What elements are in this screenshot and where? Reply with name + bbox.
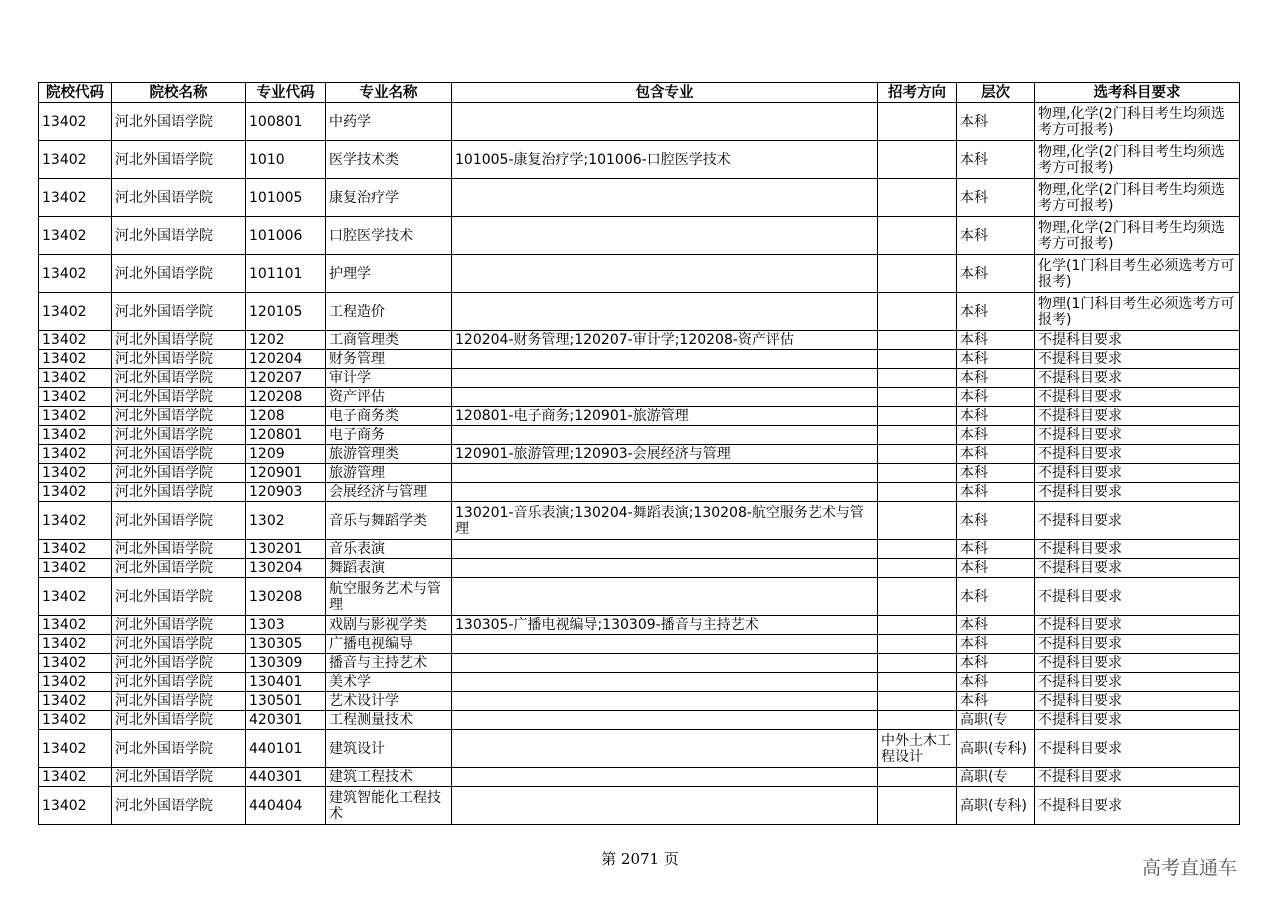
cell-direction <box>878 692 957 711</box>
table-row <box>39 787 1240 825</box>
cell-major-code: 120105 <box>246 293 326 331</box>
cell-school-code: 13402 <box>39 331 112 350</box>
table-row <box>39 464 1240 483</box>
cell-major-code: 100801 <box>246 103 326 141</box>
cell-included-majors <box>452 426 878 445</box>
cell-direction <box>878 654 957 673</box>
cell-requirement: 不提科目要求 <box>1035 787 1240 825</box>
cell-included-majors <box>452 673 878 692</box>
cell-level: 高职(专 <box>957 711 1035 730</box>
cell-included-majors <box>452 293 878 331</box>
cell-school-code: 13402 <box>39 369 112 388</box>
cell-level: 本科 <box>957 255 1035 293</box>
cell-included-majors <box>452 179 878 217</box>
table-row <box>39 578 1240 616</box>
cell-major-code: 101005 <box>246 179 326 217</box>
cell-major-name: 中药学 <box>326 103 452 141</box>
cell-direction <box>878 255 957 293</box>
cell-level: 本科 <box>957 293 1035 331</box>
cell-major-code: 1202 <box>246 331 326 350</box>
cell-school-code: 13402 <box>39 635 112 654</box>
cell-major-name: 旅游管理类 <box>326 445 452 464</box>
col-direction: 招考方向 <box>878 83 957 103</box>
cell-major-code: 120901 <box>246 464 326 483</box>
cell-school-code: 13402 <box>39 350 112 369</box>
cell-included-majors <box>452 711 878 730</box>
cell-school-code: 13402 <box>39 502 112 540</box>
cell-requirement: 不提科目要求 <box>1035 426 1240 445</box>
cell-school-code: 13402 <box>39 711 112 730</box>
cell-major-name: 财务管理 <box>326 350 452 369</box>
cell-school-name: 河北外国语学院 <box>112 578 246 616</box>
table-row <box>39 654 1240 673</box>
cell-major-name: 电子商务 <box>326 426 452 445</box>
cell-major-code: 101101 <box>246 255 326 293</box>
cell-level: 高职(专科) <box>957 730 1035 768</box>
cell-requirement: 不提科目要求 <box>1035 540 1240 559</box>
cell-direction <box>878 464 957 483</box>
header-row <box>39 83 1240 103</box>
cell-school-name: 河北外国语学院 <box>112 445 246 464</box>
cell-included-majors: 120204-财务管理;120207-审计学;120208-资产评估 <box>452 331 878 350</box>
cell-level: 本科 <box>957 502 1035 540</box>
cell-major-name: 美术学 <box>326 673 452 692</box>
cell-school-code: 13402 <box>39 407 112 426</box>
cell-school-code: 13402 <box>39 445 112 464</box>
cell-school-name: 河北外国语学院 <box>112 369 246 388</box>
col-major-code: 专业代码 <box>246 83 326 103</box>
cell-included-majors <box>452 540 878 559</box>
table-row <box>39 502 1240 540</box>
cell-included-majors <box>452 350 878 369</box>
cell-major-name: 建筑智能化工程技术 <box>326 787 452 825</box>
cell-included-majors <box>452 255 878 293</box>
cell-major-name: 艺术设计学 <box>326 692 452 711</box>
cell-school-code: 13402 <box>39 540 112 559</box>
cell-level: 本科 <box>957 217 1035 255</box>
cell-school-name: 河北外国语学院 <box>112 730 246 768</box>
cell-major-code: 120903 <box>246 483 326 502</box>
col-school-code: 院校代码 <box>39 83 112 103</box>
cell-school-name: 河北外国语学院 <box>112 711 246 730</box>
table-row <box>39 559 1240 578</box>
cell-direction <box>878 616 957 635</box>
cell-included-majors <box>452 464 878 483</box>
cell-school-code: 13402 <box>39 103 112 141</box>
cell-school-code: 13402 <box>39 654 112 673</box>
cell-major-name: 播音与主持艺术 <box>326 654 452 673</box>
table-row <box>39 350 1240 369</box>
cell-level: 本科 <box>957 407 1035 426</box>
cell-school-code: 13402 <box>39 692 112 711</box>
cell-school-name: 河北外国语学院 <box>112 464 246 483</box>
cell-requirement: 不提科目要求 <box>1035 578 1240 616</box>
table-row <box>39 255 1240 293</box>
cell-school-code: 13402 <box>39 388 112 407</box>
cell-major-name: 广播电视编导 <box>326 635 452 654</box>
cell-major-code: 130305 <box>246 635 326 654</box>
cell-level: 本科 <box>957 369 1035 388</box>
table-row <box>39 217 1240 255</box>
cell-school-name: 河北外国语学院 <box>112 787 246 825</box>
cell-requirement: 物理,化学(2门科目考生均须选考方可报考) <box>1035 141 1240 179</box>
cell-included-majors: 120901-旅游管理;120903-会展经济与管理 <box>452 445 878 464</box>
cell-school-code: 13402 <box>39 559 112 578</box>
cell-included-majors <box>452 217 878 255</box>
cell-level: 本科 <box>957 445 1035 464</box>
cell-included-majors: 101005-康复治疗学;101006-口腔医学技术 <box>452 141 878 179</box>
cell-direction <box>878 559 957 578</box>
cell-major-code: 130208 <box>246 578 326 616</box>
cell-level: 本科 <box>957 388 1035 407</box>
cell-school-name: 河北外国语学院 <box>112 540 246 559</box>
cell-level: 本科 <box>957 426 1035 445</box>
cell-major-code: 440101 <box>246 730 326 768</box>
cell-included-majors: 130201-音乐表演;130204-舞蹈表演;130208-航空服务艺术与管理 <box>452 502 878 540</box>
cell-included-majors <box>452 103 878 141</box>
cell-requirement: 不提科目要求 <box>1035 407 1240 426</box>
cell-requirement: 不提科目要求 <box>1035 502 1240 540</box>
cell-major-code: 130201 <box>246 540 326 559</box>
cell-school-code: 13402 <box>39 578 112 616</box>
cell-included-majors <box>452 654 878 673</box>
table-row <box>39 141 1240 179</box>
cell-requirement: 不提科目要求 <box>1035 445 1240 464</box>
cell-major-code: 120207 <box>246 369 326 388</box>
cell-level: 本科 <box>957 635 1035 654</box>
cell-school-name: 河北外国语学院 <box>112 692 246 711</box>
cell-direction <box>878 540 957 559</box>
col-major-name: 专业名称 <box>326 83 452 103</box>
cell-major-name: 口腔医学技术 <box>326 217 452 255</box>
cell-direction: 中外土木工程设计 <box>878 730 957 768</box>
cell-major-code: 440301 <box>246 768 326 787</box>
cell-included-majors <box>452 369 878 388</box>
cell-major-name: 音乐与舞蹈学类 <box>326 502 452 540</box>
cell-school-code: 13402 <box>39 464 112 483</box>
table-row <box>39 103 1240 141</box>
table-row <box>39 388 1240 407</box>
cell-major-name: 舞蹈表演 <box>326 559 452 578</box>
col-requirement: 选考科目要求 <box>1035 83 1240 103</box>
page-number: 第 2071 页 <box>601 850 679 868</box>
cell-major-code: 420301 <box>246 711 326 730</box>
cell-major-name: 戏剧与影视学类 <box>326 616 452 635</box>
cell-school-name: 河北外国语学院 <box>112 331 246 350</box>
cell-level: 本科 <box>957 616 1035 635</box>
cell-major-code: 1303 <box>246 616 326 635</box>
cell-major-code: 120208 <box>246 388 326 407</box>
cell-major-name: 医学技术类 <box>326 141 452 179</box>
cell-major-code: 1208 <box>246 407 326 426</box>
cell-requirement: 不提科目要求 <box>1035 559 1240 578</box>
table-row <box>39 331 1240 350</box>
cell-major-name: 电子商务类 <box>326 407 452 426</box>
cell-direction <box>878 350 957 369</box>
cell-direction <box>878 673 957 692</box>
table-row <box>39 673 1240 692</box>
cell-level: 本科 <box>957 483 1035 502</box>
cell-direction <box>878 407 957 426</box>
cell-level: 高职(专 <box>957 768 1035 787</box>
cell-school-name: 河北外国语学院 <box>112 179 246 217</box>
cell-school-name: 河北外国语学院 <box>112 217 246 255</box>
cell-level: 本科 <box>957 103 1035 141</box>
cell-direction <box>878 331 957 350</box>
cell-requirement: 不提科目要求 <box>1035 464 1240 483</box>
cell-level: 本科 <box>957 331 1035 350</box>
watermark: 高考直通车 <box>1142 857 1238 879</box>
table-row <box>39 768 1240 787</box>
cell-school-name: 河北外国语学院 <box>112 616 246 635</box>
cell-major-code: 120801 <box>246 426 326 445</box>
cell-direction <box>878 426 957 445</box>
table-row <box>39 483 1240 502</box>
cell-major-code: 130401 <box>246 673 326 692</box>
cell-school-code: 13402 <box>39 255 112 293</box>
table-row <box>39 426 1240 445</box>
cell-major-name: 审计学 <box>326 369 452 388</box>
cell-included-majors: 120801-电子商务;120901-旅游管理 <box>452 407 878 426</box>
cell-major-name: 康复治疗学 <box>326 179 452 217</box>
cell-included-majors <box>452 692 878 711</box>
cell-requirement: 不提科目要求 <box>1035 654 1240 673</box>
cell-included-majors: 130305-广播电视编导;130309-播音与主持艺术 <box>452 616 878 635</box>
cell-direction <box>878 217 957 255</box>
cell-requirement: 不提科目要求 <box>1035 369 1240 388</box>
cell-major-name: 音乐表演 <box>326 540 452 559</box>
cell-included-majors <box>452 559 878 578</box>
cell-requirement: 不提科目要求 <box>1035 331 1240 350</box>
cell-requirement: 不提科目要求 <box>1035 388 1240 407</box>
cell-school-code: 13402 <box>39 426 112 445</box>
table-row <box>39 445 1240 464</box>
cell-requirement: 不提科目要求 <box>1035 673 1240 692</box>
cell-included-majors <box>452 635 878 654</box>
cell-level: 本科 <box>957 559 1035 578</box>
cell-included-majors <box>452 730 878 768</box>
cell-school-code: 13402 <box>39 616 112 635</box>
cell-school-code: 13402 <box>39 141 112 179</box>
cell-level: 本科 <box>957 578 1035 616</box>
cell-direction <box>878 369 957 388</box>
cell-school-code: 13402 <box>39 293 112 331</box>
cell-major-code: 1010 <box>246 141 326 179</box>
cell-major-name: 工程造价 <box>326 293 452 331</box>
cell-major-name: 建筑工程技术 <box>326 768 452 787</box>
cell-requirement: 物理,化学(2门科目考生均须选考方可报考) <box>1035 179 1240 217</box>
table-row <box>39 692 1240 711</box>
cell-level: 本科 <box>957 692 1035 711</box>
cell-school-name: 河北外国语学院 <box>112 141 246 179</box>
cell-requirement: 不提科目要求 <box>1035 711 1240 730</box>
cell-level: 本科 <box>957 464 1035 483</box>
table-row <box>39 635 1240 654</box>
cell-level: 本科 <box>957 179 1035 217</box>
cell-school-name: 河北外国语学院 <box>112 103 246 141</box>
table-row <box>39 407 1240 426</box>
cell-school-name: 河北外国语学院 <box>112 502 246 540</box>
cell-requirement: 物理(1门科目考生必须选考方可报考) <box>1035 293 1240 331</box>
cell-school-code: 13402 <box>39 179 112 217</box>
admission-table <box>38 82 1240 825</box>
table-row <box>39 540 1240 559</box>
col-level: 层次 <box>957 83 1035 103</box>
cell-school-name: 河北外国语学院 <box>112 426 246 445</box>
cell-direction <box>878 768 957 787</box>
cell-school-name: 河北外国语学院 <box>112 407 246 426</box>
cell-major-name: 航空服务艺术与管理 <box>326 578 452 616</box>
cell-included-majors <box>452 483 878 502</box>
cell-school-code: 13402 <box>39 730 112 768</box>
cell-school-name: 河北外国语学院 <box>112 635 246 654</box>
cell-major-name: 旅游管理 <box>326 464 452 483</box>
cell-direction <box>878 103 957 141</box>
cell-direction <box>878 179 957 217</box>
cell-included-majors <box>452 578 878 616</box>
cell-requirement: 不提科目要求 <box>1035 616 1240 635</box>
cell-direction <box>878 445 957 464</box>
cell-major-code: 1302 <box>246 502 326 540</box>
cell-major-code: 130204 <box>246 559 326 578</box>
cell-requirement: 化学(1门科目考生必须选考方可报考) <box>1035 255 1240 293</box>
cell-school-code: 13402 <box>39 768 112 787</box>
table-row <box>39 616 1240 635</box>
cell-school-name: 河北外国语学院 <box>112 768 246 787</box>
cell-direction <box>878 388 957 407</box>
table-row <box>39 293 1240 331</box>
cell-included-majors <box>452 787 878 825</box>
cell-requirement: 不提科目要求 <box>1035 483 1240 502</box>
cell-level: 本科 <box>957 673 1035 692</box>
cell-school-name: 河北外国语学院 <box>112 293 246 331</box>
cell-direction <box>878 578 957 616</box>
cell-level: 高职(专科) <box>957 787 1035 825</box>
cell-school-code: 13402 <box>39 483 112 502</box>
cell-direction <box>878 293 957 331</box>
cell-major-code: 1209 <box>246 445 326 464</box>
cell-major-code: 120204 <box>246 350 326 369</box>
cell-school-name: 河北外国语学院 <box>112 483 246 502</box>
cell-school-code: 13402 <box>39 673 112 692</box>
cell-level: 本科 <box>957 540 1035 559</box>
cell-direction <box>878 502 957 540</box>
cell-major-code: 130501 <box>246 692 326 711</box>
table-row <box>39 179 1240 217</box>
cell-direction <box>878 483 957 502</box>
cell-major-code: 130309 <box>246 654 326 673</box>
cell-direction <box>878 787 957 825</box>
cell-school-name: 河北外国语学院 <box>112 559 246 578</box>
cell-major-name: 会展经济与管理 <box>326 483 452 502</box>
cell-major-name: 工程测量技术 <box>326 711 452 730</box>
cell-requirement: 物理,化学(2门科目考生均须选考方可报考) <box>1035 217 1240 255</box>
cell-school-code: 13402 <box>39 787 112 825</box>
cell-direction <box>878 141 957 179</box>
cell-level: 本科 <box>957 654 1035 673</box>
cell-school-name: 河北外国语学院 <box>112 350 246 369</box>
cell-requirement: 不提科目要求 <box>1035 635 1240 654</box>
table-row <box>39 730 1240 768</box>
cell-school-name: 河北外国语学院 <box>112 673 246 692</box>
table-body <box>39 103 1240 825</box>
cell-school-name: 河北外国语学院 <box>112 388 246 407</box>
cell-major-code: 440404 <box>246 787 326 825</box>
cell-major-name: 护理学 <box>326 255 452 293</box>
table-row <box>39 711 1240 730</box>
cell-requirement: 不提科目要求 <box>1035 730 1240 768</box>
col-included-majors: 包含专业 <box>452 83 878 103</box>
cell-included-majors <box>452 388 878 407</box>
cell-requirement: 不提科目要求 <box>1035 692 1240 711</box>
cell-major-name: 资产评估 <box>326 388 452 407</box>
cell-level: 本科 <box>957 141 1035 179</box>
table-row <box>39 369 1240 388</box>
cell-included-majors <box>452 768 878 787</box>
cell-direction <box>878 711 957 730</box>
cell-requirement: 不提科目要求 <box>1035 768 1240 787</box>
cell-requirement: 物理,化学(2门科目考生均须选考方可报考) <box>1035 103 1240 141</box>
cell-requirement: 不提科目要求 <box>1035 350 1240 369</box>
cell-level: 本科 <box>957 350 1035 369</box>
cell-school-name: 河北外国语学院 <box>112 654 246 673</box>
cell-major-code: 101006 <box>246 217 326 255</box>
col-school-name: 院校名称 <box>112 83 246 103</box>
cell-major-name: 工商管理类 <box>326 331 452 350</box>
cell-school-code: 13402 <box>39 217 112 255</box>
cell-major-name: 建筑设计 <box>326 730 452 768</box>
cell-school-name: 河北外国语学院 <box>112 255 246 293</box>
cell-direction <box>878 635 957 654</box>
